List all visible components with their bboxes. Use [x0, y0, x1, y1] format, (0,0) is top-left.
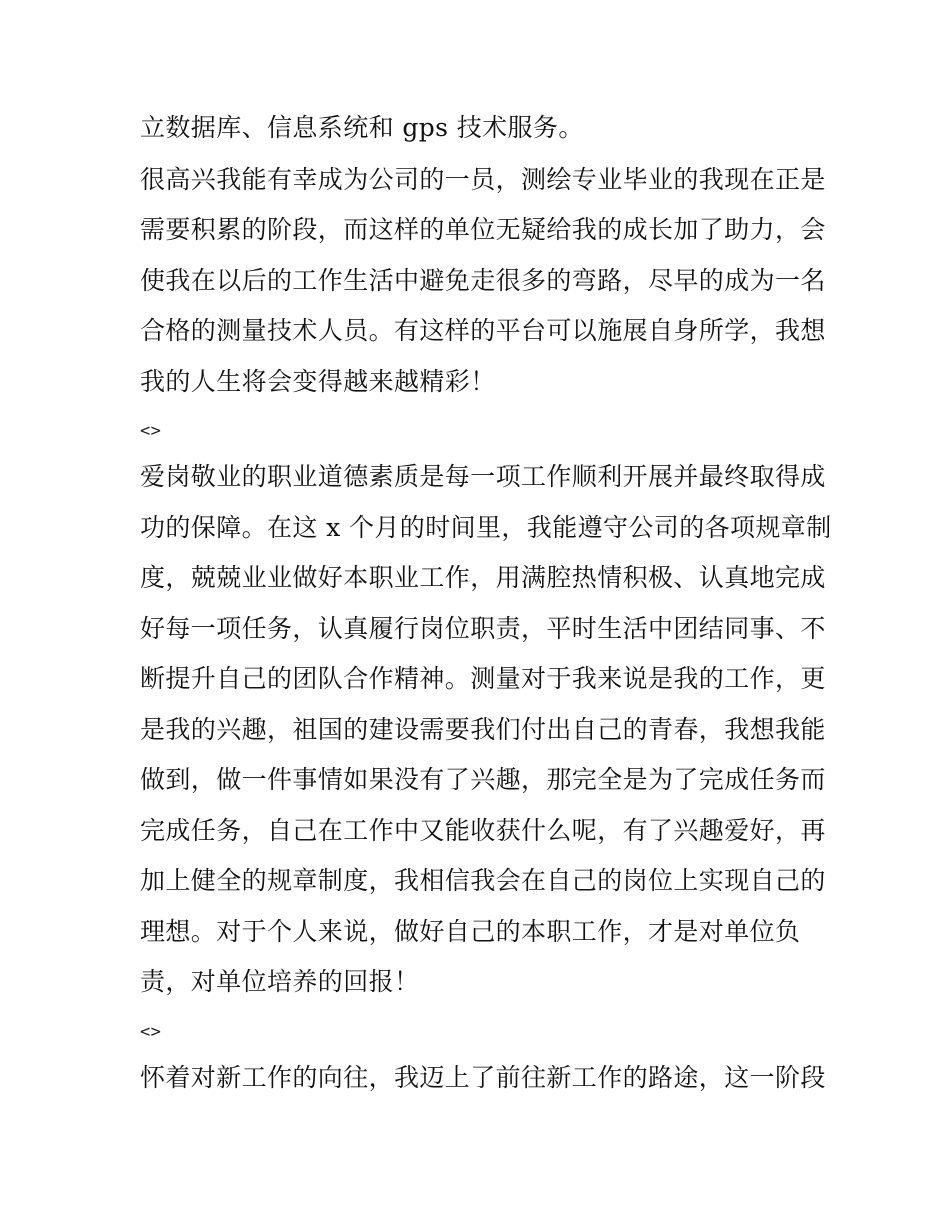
text-line: 做到，做一件事情如果没有了兴趣，那完全是为了完成任务而: [140, 765, 826, 794]
text-line: 使我在以后的工作生活中避免走很多的弯路，尽早的成为一名: [140, 266, 826, 295]
text-line: 怀着对新工作的向往，我迈上了前往新工作的路途，这一阶段: [140, 1063, 826, 1092]
text-line: 功的保障。在这 x 个月的时间里，我能遵守公司的各项规章制: [140, 513, 832, 542]
text-line: 责，对单位培养的回报！: [140, 967, 420, 996]
text-line: 很高兴我能有幸成为公司的一员，测绘专业毕业的我现在正是: [140, 165, 826, 194]
text-line: 爱岗敬业的职业道德素质是每一项工作顺利开展并最终取得成: [140, 462, 826, 491]
section-separator: <>: [140, 421, 162, 441]
text-line: 完成任务，自己在工作中又能收获什么呢，有了兴趣爱好，再: [140, 816, 826, 845]
text-line: 我的人生将会变得越来越精彩！: [140, 367, 496, 396]
text-line: 立数据库、信息系统和 gps 技术服务。: [140, 113, 584, 142]
text-line: 断提升自己的团队合作精神。测量对于我来说是我的工作，更: [140, 664, 826, 693]
text-line: 合格的测量技术人员。有这样的平台可以施展自身所学，我想: [140, 316, 826, 345]
text-line: 是我的兴趣，祖国的建设需要我们付出自己的青春，我想我能: [140, 715, 826, 744]
text-line: 度，兢兢业业做好本职业工作，用满腔热情积极、认真地完成: [140, 563, 826, 592]
text-line: 理想。对于个人来说，做好自己的本职工作，才是对单位负: [140, 917, 801, 946]
section-separator: <>: [140, 1022, 162, 1042]
text-line: 需要积累的阶段，而这样的单位无疑给我的成长加了助力，会: [140, 215, 826, 244]
text-line: 好每一项任务，认真履行岗位职责，平时生活中团结同事、不: [140, 614, 826, 643]
text-line: 加上健全的规章制度，我相信我会在自己的岗位上实现自己的: [140, 866, 826, 895]
